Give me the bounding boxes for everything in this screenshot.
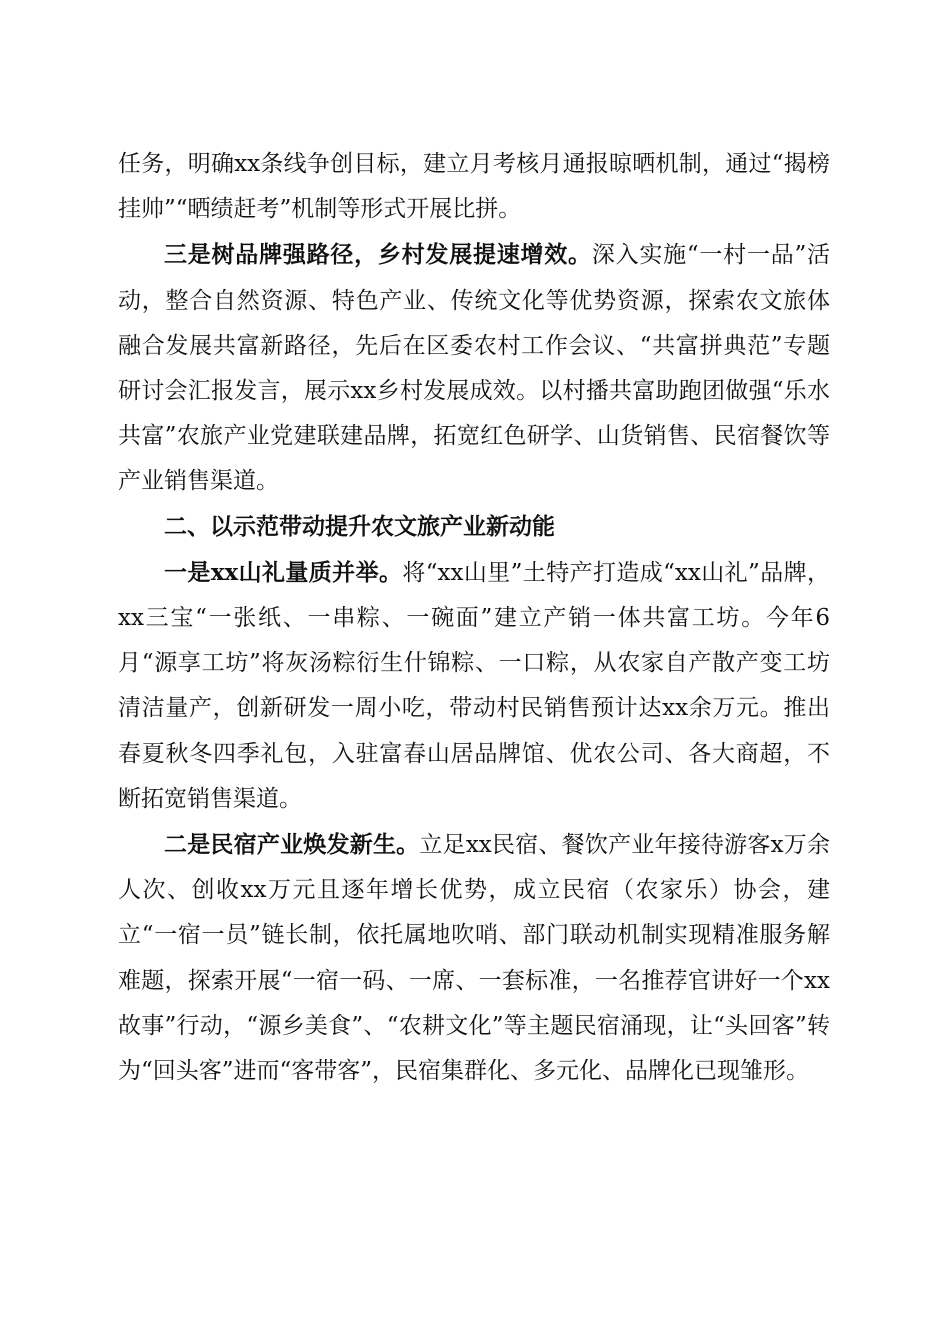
section-heading: 二、以示范带动提升农文旅产业新动能 bbox=[164, 513, 555, 540]
paragraph-text: 立足xx民宿、餐饮产业年接待游客x万余人次、创收xx万元且逐年增长优势，成立民宿（农家乐）协会，建立“一宿一员”链长制，依托属地吹哨、部门联动机制实现精准服务解难题，探索开展“一宿一码、一席、一套标准，一名推荐官讲好一个xx故事”行动，“源乡美食”、“农耕文化”等主题民宿涌现，让“头回客”转为“回头客”进而“客带客”，民宿集群化、多元化、品牌化已现雏形。 bbox=[118, 832, 830, 1085]
paragraph-text: 深入实施“一村一品”活动，整合自然资源、特色产业、传统文化等优势资源，探索农文旅体融合发展共富新路径，先后在区委农村工作会议、“共富拼典范”专题研讨会汇报发言，展示xx乡村发展成效。以村播共富助跑团做强“乐水共富”农旅产业党建联建品牌，拓宽红色研学、山货销售、民宿餐饮等产业销售渠道。 bbox=[118, 242, 830, 495]
paragraph-text: 将“xx山里”土特产打造成“xx山礼”品牌，xx三宝“一张纸、一串粽、一碗面”建立产销一体共富工坊。今年6月“源享工坊”将灰汤粽衍生什锦粽、一口粽，从农家自产散产变工坊清洁量产，创新研发一周小吃，带动村民销售预计达xx余万元。推出春夏秋冬四季礼包，入驻富春山居品牌馆、优农公司、各大商超，不断拓宽销售渠道。 bbox=[118, 559, 830, 812]
paragraph-mountain-gifts bbox=[118, 550, 830, 822]
paragraph-continuation bbox=[118, 142, 830, 232]
paragraph-homestay-industry bbox=[118, 822, 830, 1094]
paragraph-lead: 一是xx山礼量质并举。 bbox=[164, 558, 403, 586]
paragraph-lead: 三是树品牌强路径，乡村发展提速增效。 bbox=[164, 241, 592, 269]
paragraph-brand-path bbox=[118, 232, 830, 504]
paragraph-lead: 二是民宿产业焕发新生。 bbox=[164, 831, 420, 859]
document-body bbox=[118, 142, 830, 1094]
paragraph-text: 任务，明确xx条线争创目标，建立月考核月通报晾晒机制，通过“揭榜挂帅”“晒绩赶考”机制等形式开展比拼。 bbox=[118, 151, 830, 223]
